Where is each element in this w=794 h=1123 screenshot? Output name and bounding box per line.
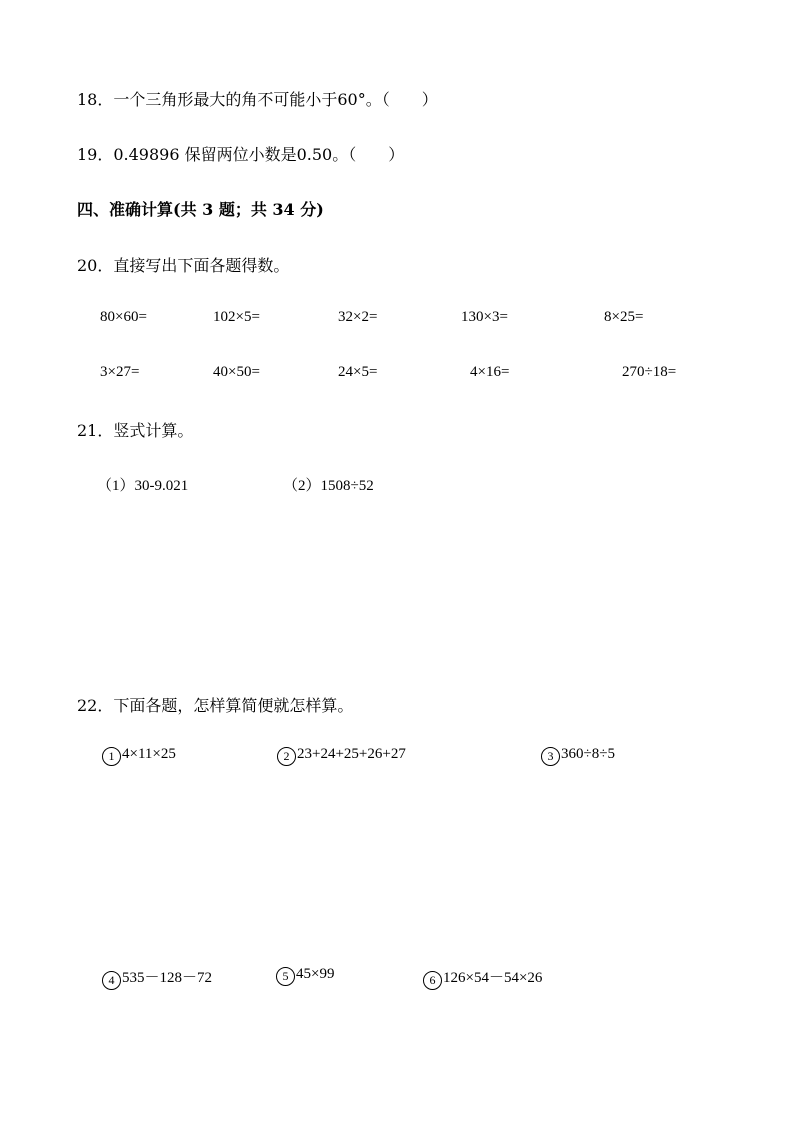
calc-item: 40×50= <box>213 364 260 380</box>
simplify-expression: 535－128－72 <box>122 970 213 986</box>
calc-item: 130×3= <box>461 309 508 325</box>
vertical-calc-item: （1）30-9.021 <box>97 478 189 494</box>
circled-number-6: 6 <box>423 971 442 990</box>
simplify-item <box>102 966 212 990</box>
circled-number-3: 3 <box>541 747 560 766</box>
question-19: 19．0.49896 保留两位小数是0.50。（ ） <box>77 145 405 164</box>
simplify-item <box>423 966 542 990</box>
question-18: 18．一个三角形最大的角不可能小于60°。（ ） <box>77 90 438 109</box>
question-22: 22．下面各题，怎样算简便就怎样算。 <box>77 696 354 715</box>
calc-item: 24×5= <box>338 364 378 380</box>
simplify-expression: 360÷8÷5 <box>561 746 615 762</box>
simplify-item <box>541 746 615 766</box>
section-heading-4: 四、准确计算(共 3 题；共 34 分) <box>77 200 324 219</box>
calc-item: 8×25= <box>604 309 644 325</box>
calc-item: 270÷18= <box>622 364 677 380</box>
question-21: 21．竖式计算。 <box>77 421 194 440</box>
calc-item: 4×16= <box>470 364 510 380</box>
calc-item: 3×27= <box>100 364 140 380</box>
simplify-expression: 23+24+25+26+27 <box>297 746 406 762</box>
simplify-expression: 45×99 <box>296 966 335 982</box>
circled-number-2: 2 <box>277 747 296 766</box>
simplify-item <box>102 746 176 766</box>
vertical-calc-item: （2）1508÷52 <box>283 478 374 494</box>
circled-number-4: 4 <box>102 971 121 990</box>
question-20: 20．直接写出下面各题得数。 <box>77 256 290 275</box>
simplify-item <box>276 966 334 986</box>
simplify-expression: 4×11×25 <box>122 746 176 762</box>
circled-number-1: 1 <box>102 747 121 766</box>
circled-number-5: 5 <box>276 967 295 986</box>
simplify-expression: 126×54－54×26 <box>443 970 543 986</box>
calc-item: 80×60= <box>100 309 147 325</box>
calc-item: 32×2= <box>338 309 378 325</box>
simplify-item <box>277 746 406 766</box>
calc-item: 102×5= <box>213 309 260 325</box>
